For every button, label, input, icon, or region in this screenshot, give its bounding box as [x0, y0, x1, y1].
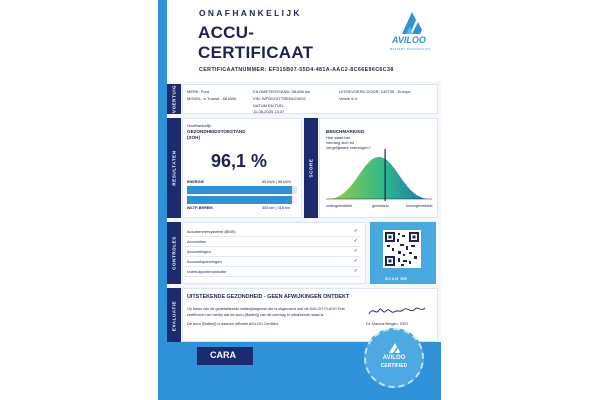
results-side-label: RESULTATEN: [167, 118, 181, 218]
check-label: Accubeheersysteem (BMS): [187, 229, 236, 234]
scale-average: gemiddeld: [372, 204, 389, 208]
benchmark-curve: [324, 149, 434, 205]
energy-bar-fill: [187, 186, 292, 194]
check-label: Accuvelingen: [187, 249, 211, 254]
check-row: [185, 268, 360, 277]
check-icon: ✓: [353, 228, 358, 234]
distribution-area: [328, 157, 430, 199]
vehicle-side-label: VOERTUIG: [167, 84, 181, 114]
scan-me-label: SCAN ME: [385, 276, 408, 281]
evaluation-side-label: EVALUATIE: [167, 288, 181, 344]
title-line-2: CERTIFICAAT: [198, 43, 314, 62]
energy-label: ENERGIE: [187, 180, 205, 184]
evaluation-headline: UITSTEKENDE GEZONDHEID - GEEN AFWIJKINGEN ONTDEKT: [187, 294, 350, 300]
check-label: Accucellen: [187, 239, 207, 244]
seal-brand: AVILOO: [382, 355, 406, 361]
evaluation-line-3: De accu (Batterij) is daarom officieel AVILOO Certified.: [187, 322, 279, 326]
seal-mark-icon: [386, 342, 404, 354]
check-label: Voertuigcommunicatie: [187, 269, 227, 274]
brand-tagline: BATTERY DIAGNOSTICS: [390, 47, 431, 51]
benchmark-question-3: vergelijkbare voertuigen?: [326, 145, 371, 150]
evaluation-line-1: Op basis van de gedetailleerde batterijdiagnose die is uitgevoerd met de AVILOO FLASH Test,: [187, 307, 346, 311]
evaluation-line-2: certificeren we hierby dat de accu (Batterij) van dit voertuig in uitstekende staat is.: [187, 313, 325, 317]
aviloo-logo: [388, 8, 436, 56]
energy-value: 65 kWh | 68 kWh: [262, 180, 291, 184]
vehicle-brand: MERK: Ford: [187, 89, 210, 94]
check-row: [185, 258, 360, 267]
vehicle-vin: VIN: WF0EXXTTRENU23032: [253, 96, 306, 101]
version: Versie 6.4: [339, 96, 357, 101]
soh-title: GEZONDHEIDSTOESTAND: [187, 129, 246, 134]
ceo-signature: [367, 304, 427, 318]
check-icon: ✓: [353, 268, 358, 274]
test-date-value: 11-06-2025 13:37: [253, 109, 285, 114]
soh-title-abbrev: (SOH): [187, 135, 201, 140]
benchmark-question-1: Hoe staat het: [326, 135, 350, 140]
aviloo-mark-icon: [388, 8, 436, 36]
soh-caption: Onafhankelijk: [187, 123, 212, 128]
qr-code-icon[interactable]: [383, 230, 421, 268]
certificate-number: CERTIFICAATNUMMER: EF315B07-55D4-481A-AAC2-8C66E96C6C38: [199, 67, 394, 73]
checks-side-label: CONTROLES: [167, 222, 181, 284]
check-row: [185, 228, 360, 237]
range-bar: [187, 196, 297, 204]
benchmark-box: [319, 118, 438, 218]
soh-value: 96,1 %: [211, 151, 268, 171]
check-label: Accucelspanningen: [187, 259, 222, 264]
score-side-label: SCORE: [304, 118, 318, 218]
title-line-1: ACCU-: [198, 23, 255, 42]
certificate-header: [167, 0, 441, 82]
check-icon: ✓: [353, 248, 358, 254]
scale-above-average: bovengemiddeld: [406, 204, 433, 208]
benchmark-question-2: voertuig zich tot: [326, 140, 355, 145]
header-subtitle: ONAFHANKELIJK: [199, 8, 302, 18]
qr-code-panel[interactable]: [370, 222, 436, 284]
cara-partner-logo: CARA: [197, 347, 253, 365]
vehicle-model: MODEL: e-Transit - 68 kWh: [187, 96, 237, 101]
check-icon: ✓: [353, 258, 358, 264]
energy-bar: [187, 186, 297, 194]
signatory-name: Dr. Marcus Bergen, CEO: [366, 322, 408, 326]
scale-below-average: ondergemiddeld: [326, 204, 352, 208]
performed-by: UITGEVOERD DOOR: 139735 - Europe: [339, 89, 411, 94]
test-date-label: DATUM EN TIJD:: [253, 103, 285, 108]
certificate-sheet: [167, 0, 441, 400]
check-row: [185, 238, 360, 247]
range-value: 305 km | 318 km: [262, 206, 290, 210]
vehicle-mileage: KILOMETERSTAND: 58.696 km: [253, 89, 311, 94]
range-label: WLTP-BEREIK: [187, 206, 214, 210]
benchmark-title: BENCHMARKING: [326, 129, 365, 134]
seal-certified: CERTIFIED: [380, 363, 408, 369]
range-bar-fill: [187, 196, 292, 204]
aviloo-certified-seal: [364, 328, 424, 388]
brand-name: AVILOO: [392, 35, 426, 45]
check-icon: ✓: [353, 238, 358, 244]
check-row: [185, 248, 360, 257]
vehicle-box: [182, 84, 438, 114]
